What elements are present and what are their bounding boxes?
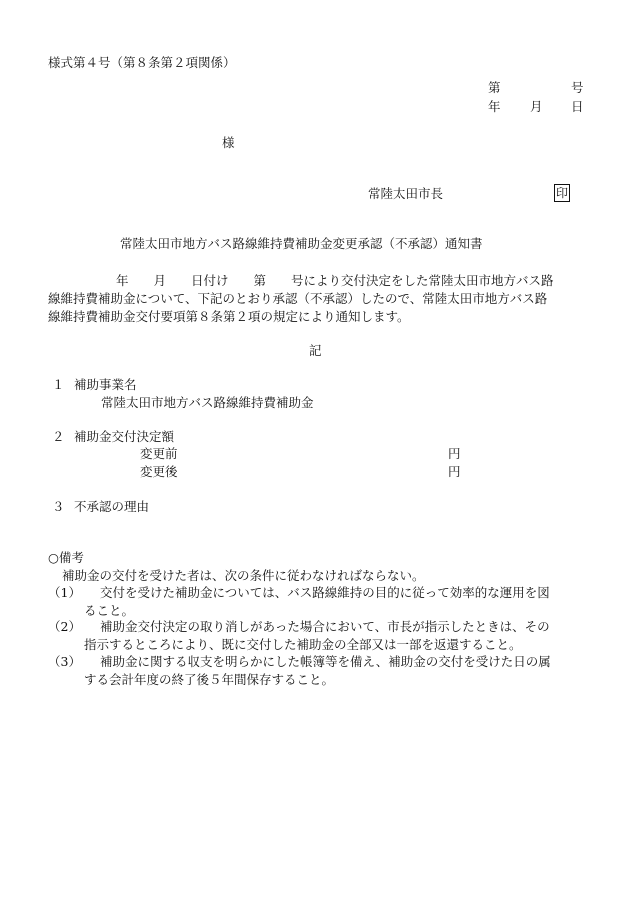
addressee-suffix: 様 <box>222 135 235 150</box>
remark-text-cont: 指示するところにより、既に交付した補助金の全部又は一部を返還すること。 <box>84 637 522 652</box>
body-line: 線維持費補助金交付要項第８条第２項の規定により通知します。 <box>48 309 410 324</box>
remark-item-3 <box>48 653 588 689</box>
remark-text-cont: する会計年度の終了後５年間保存すること。 <box>84 672 335 687</box>
remark-number: （3） <box>48 654 81 669</box>
doc-date-hi: 日 <box>571 99 584 114</box>
remark-text-cont: ること。 <box>84 603 135 618</box>
seal-mark: 印 <box>556 186 569 200</box>
document-title: 常陸太田市地方バス路線維持費補助金変更承認（不承認）通知書 <box>120 236 483 251</box>
after-change-label: 変更後 <box>140 464 178 479</box>
doc-number-gou: 号 <box>571 80 584 95</box>
body-line: 年 月 日付け 第 号により交付決定をした常陸太田市地方バス路 <box>116 273 554 288</box>
item2-heading: 補助金交付決定額 <box>74 429 175 444</box>
item1-heading: 補助事業名 <box>74 377 137 392</box>
remark-item-1 <box>48 584 588 620</box>
remark-item-2 <box>48 618 588 654</box>
remark-text: 補助金に関する収支を明らかにした帳簿等を備え、補助金の交付を受けた日の属 <box>100 654 551 669</box>
remarks-intro: 補助金の交付を受けた者は、次の条件に従わなければならない。 <box>62 568 425 583</box>
item3-heading: 不承認の理由 <box>74 499 150 514</box>
item1-number: １ <box>52 377 65 392</box>
doc-number-dai: 第 <box>488 80 501 95</box>
form-header: 様式第４号（第８条第２項関係） <box>48 55 236 70</box>
remark-text: 交付を受けた補助金については、バス路線維持の目的に従って効率的な運用を図 <box>100 585 550 600</box>
remark-text: 補助金交付決定の取り消しがあった場合において、市長が指示したときは、その <box>100 619 550 634</box>
before-change-yen: 円 <box>448 446 461 461</box>
after-change-yen: 円 <box>448 464 461 479</box>
item1-value: 常陸太田市地方バス路線維持費補助金 <box>101 395 314 410</box>
remark-number: （2） <box>48 619 81 634</box>
item3-number: ３ <box>52 499 65 514</box>
ki-heading: 記 <box>309 343 322 358</box>
remark-number: （1） <box>48 585 81 600</box>
body-line: 線維持費補助金について、下記のとおり承認（不承認）したので、常陸太田市地方バス路 <box>48 291 548 306</box>
doc-date-tsuki: 月 <box>530 99 543 114</box>
body-paragraph <box>48 272 588 326</box>
sender-name: 常陸太田市長 <box>368 186 444 201</box>
doc-date-nen: 年 <box>488 99 501 114</box>
item2-number: ２ <box>52 429 65 444</box>
remarks-heading: ○備考 <box>48 550 84 565</box>
before-change-label: 変更前 <box>140 446 178 461</box>
